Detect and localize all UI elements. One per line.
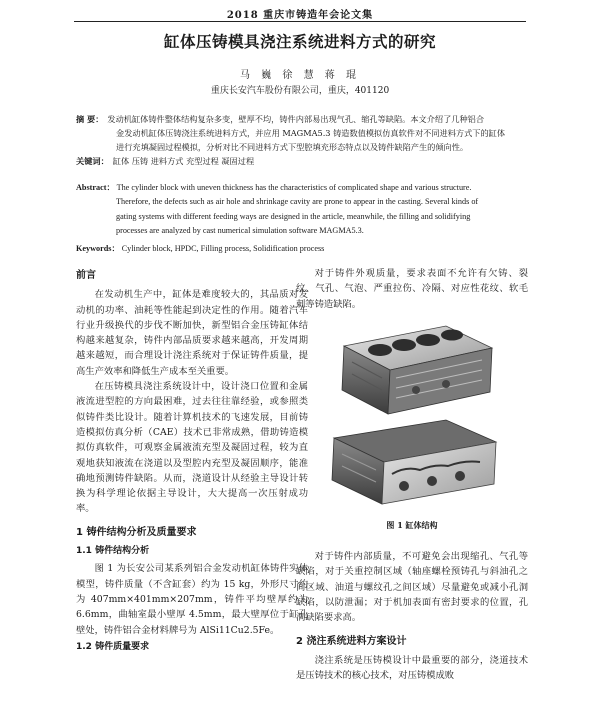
section-2-paragraph: 浇注系统是压铸模设计中最重要的部分，浇道技术是压铸技术的核心技术，对压铸模成败 bbox=[296, 654, 528, 682]
section-1-2-heading: 1.2 铸件质量要求 bbox=[76, 641, 150, 652]
en-abstract-line-3: gating systems with different feeding ways are designed in the article, meanwhile, the filling and solidifying bbox=[116, 211, 471, 221]
english-abstract bbox=[76, 181, 528, 238]
section-2-heading: 2 浇注系统进料方案设计 bbox=[296, 635, 407, 647]
header-rule bbox=[74, 21, 526, 22]
en-abstract-line-4: processes are analyzed by cast numerical simulation software MAGMA5.3. bbox=[116, 225, 364, 235]
cn-abstract-line-1: 发动机缸体铸件整体结构复杂多变，壁厚不均，铸件内部易出现气孔、缩孔等缺陷。本文介绍了几种铝合 bbox=[107, 114, 485, 124]
en-abstract-line-2: Therefore, the defects such as air hole and shrinkage cavity are prone to appear in the casting. Several kinds of bbox=[116, 197, 479, 207]
en-keywords-text: Cylinder block, HPDC, Filling process, Solidification process bbox=[121, 244, 325, 253]
left-column bbox=[76, 266, 308, 657]
cn-abstract-label: 摘 要： bbox=[76, 114, 104, 124]
intro-heading: 前言 bbox=[76, 270, 96, 281]
lower-block-view bbox=[332, 420, 496, 504]
cn-abstract-line-2: 金发动机缸体压铸浇注系统进料方式，并应用 MAGMA5.3 铸造数值模拟仿真软件对不同进料方式下的缸体 bbox=[116, 128, 506, 138]
section-1-heading: 1 铸件结构分析及质量要求 bbox=[76, 526, 197, 538]
en-keywords-label: Keywords： bbox=[76, 244, 120, 253]
chinese-abstract bbox=[76, 112, 528, 168]
cn-keywords: 缸体 压铸 进料方式 充型过程 凝固过程 bbox=[112, 156, 255, 166]
authors: 马 巍 徐 慧 蒋 琨 bbox=[240, 70, 360, 81]
internal-quality-paragraph: 对于铸件内部质量，不可避免会出现缩孔、气孔等缺陷，对于关重控制区域（轴座螺栓预铸孔与斜油孔之间区域、油道与螺纹孔之间区域）尽量避免或减小孔洞缺陷，以防泄漏；对于机加表面有密封要求的位置，孔洞缺陷要求高。 bbox=[296, 551, 528, 624]
cylinder-block-illustration bbox=[296, 318, 526, 514]
section-1-1-heading: 1.1 铸件结构分析 bbox=[76, 546, 150, 557]
intro-paragraph-2: 在压铸模具浇注系统设计中，设计浇口位置和金属液流进型腔的方向最困难，过去往往靠经验，或参照类似铸件类比设计。随着计算机技术的飞速发展，目前铸造模拟仿真分析（CAE）技术已非常成熟，借助铸造模拟仿真软件，可观察金属液流充型及凝固过程，较为直观地获知液流在浇道以及型腔内充型及凝固顺序，能准确地预测铸件缺陷。从而，浇道设计从经验主导设计转换为科学理论依据主导设计，大大提高一次压射成功率。 bbox=[76, 381, 308, 515]
en-abstract-line-1: The cylinder block with uneven thickness has the characteristics of complicated shape and various structure. bbox=[116, 183, 472, 192]
figure-1-caption: 图 1 缸体结构 bbox=[386, 519, 438, 530]
affiliation: 重庆长安汽车股份有限公司，重庆，401120 bbox=[210, 86, 390, 96]
en-abstract-label: Abstract： bbox=[76, 183, 115, 192]
intro-paragraph-1: 在发动机生产中，缸体是难度较大的，其品质对发动机的功率、油耗等性能起到决定性的作用。随着汽车行业升级换代的步伐不断加快，新型铝合金压铸缸体结构越来越复杂，铸件内部品质要求越来越高，开发周期越来越短，而合理设计浇注系统对于保证铸件质量，提高生产效率和降低生产成本至关重要。 bbox=[76, 289, 308, 377]
section-1-1-paragraph: 图 1 为长安公司某系列铝合金发动机缸体铸件实体模型，铸件质量（不含缸套）约为 15 kg，外形尺寸约为 407mm×401mm×207mm，铸件平均壁厚约为 6.6mm，曲轴室最小壁厚 4.5mm，最大壁厚位于缸孔壁处，铸件铝合金材料牌号为 AlSi11Cu2.5Fe。 bbox=[76, 563, 308, 636]
running-head: 2018 重庆市铸造年会论文集 bbox=[226, 10, 374, 21]
cn-keywords-label: 关键词： bbox=[76, 156, 109, 166]
english-keywords bbox=[76, 243, 528, 254]
paper-title: 缸体压铸模具浇注系统进料方式的研究 bbox=[163, 33, 436, 51]
upper-block-view bbox=[342, 326, 492, 414]
external-quality-paragraph: 对于铸件外观质量，要求表面不允许有欠铸、裂纹、气孔、气泡、严重拉伤、冷隔、对应性花纹、软毛刺等铸造缺陷。 bbox=[296, 268, 528, 310]
right-column bbox=[296, 266, 528, 684]
figure-1-cylinder-block bbox=[296, 318, 526, 514]
cn-abstract-line-3: 进行充填凝固过程模拟，分析对比不同进料方式下型腔填充形态特点以及铸件缺陷产生的倾向性。 bbox=[116, 142, 469, 152]
